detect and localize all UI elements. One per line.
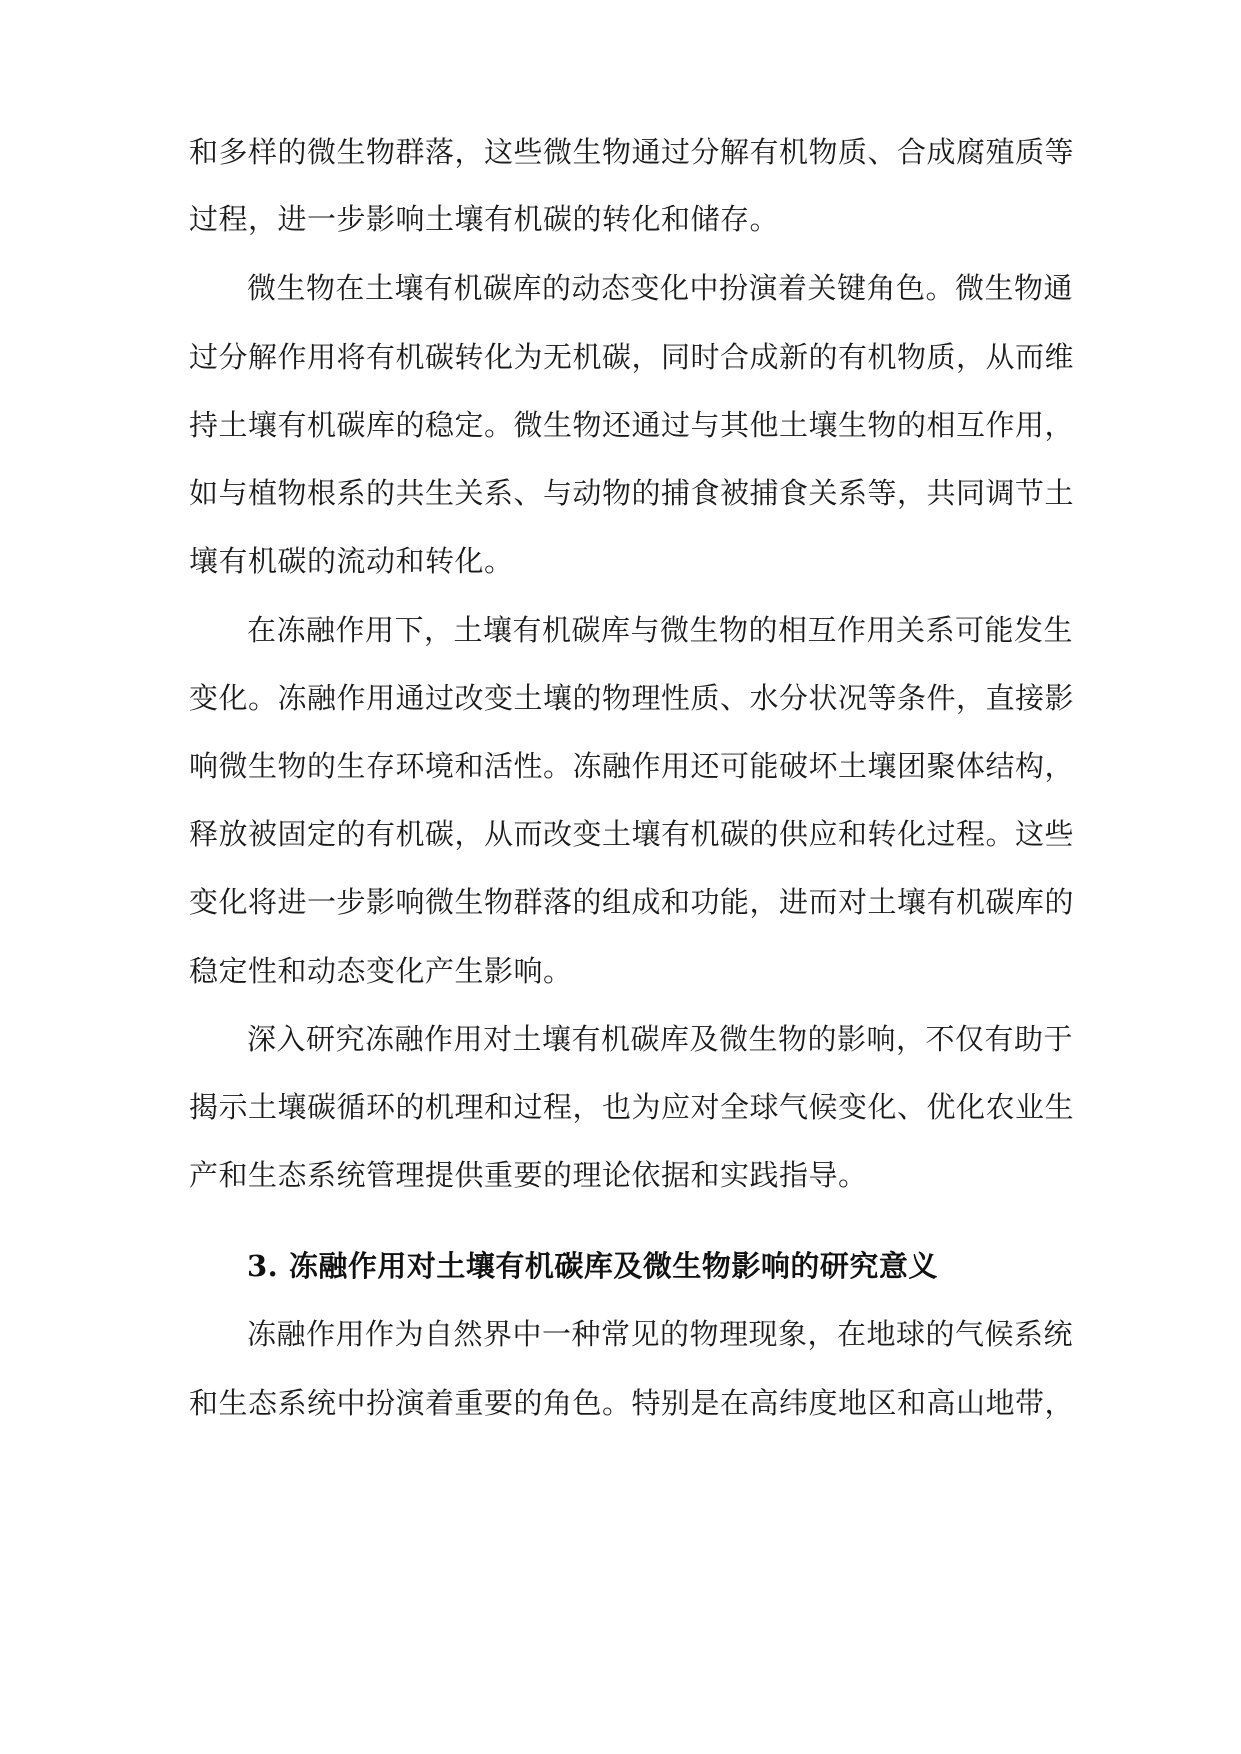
paragraph-line: 变化。冻融作用通过改变土壤的物理性质、水分状况等条件，直接影 xyxy=(189,681,1075,715)
paragraph-line: 如与植物根系的共生关系、与动物的捕食被捕食关系等，共同调节土 xyxy=(189,476,1075,510)
paragraph-line: 和生态系统中扮演着重要的角色。特别是在高纬度地区和高山地带， xyxy=(189,1386,1075,1420)
paragraph-line: 响微生物的生存环境和活性。冻融作用还可能破坏土壤团聚体结构， xyxy=(189,749,1075,783)
paragraph-line: 过程，进一步影响土壤有机碳的转化和储存。 xyxy=(189,202,780,236)
paragraph-line: 在冻融作用下，土壤有机碳库与微生物的相互作用关系可能发生 xyxy=(247,613,1074,647)
paragraph-line: 持土壤有机碳库的稳定。微生物还通过与其他土壤生物的相互作用， xyxy=(189,408,1075,442)
paragraph-line: 冻融作用作为自然界中一种常见的物理现象，在地球的气候系统 xyxy=(247,1317,1074,1351)
paragraph-line: 变化将进一步影响微生物群落的组成和功能，进而对土壤有机碳库的 xyxy=(189,885,1075,919)
paragraph-line: 微生物在土壤有机碳库的动态变化中扮演着关键角色。微生物通 xyxy=(247,271,1074,305)
paragraph-line: 深入研究冻融作用对土壤有机碳库及微生物的影响，不仅有助于 xyxy=(247,1022,1074,1056)
paragraph-line: 释放被固定的有机碳，从而改变土壤有机碳的供应和转化过程。这些 xyxy=(189,817,1075,851)
paragraph-line: 产和生态系统管理提供重要的理论依据和实践指导。 xyxy=(189,1158,868,1192)
paragraph-line: 揭示土壤碳循环的机理和过程，也为应对全球气候变化、优化农业生 xyxy=(189,1090,1075,1124)
paragraph-line: 和多样的微生物群落，这些微生物通过分解有机物质、合成腐殖质等 xyxy=(189,135,1075,169)
paragraph-line: 壤有机碳的流动和转化。 xyxy=(189,544,514,578)
paragraph-line: 稳定性和动态变化产生影响。 xyxy=(189,954,573,988)
section-heading: 3. 冻融作用对土壤有机碳库及微生物影响的研究意义 xyxy=(247,1249,938,1283)
paragraph-line: 过分解作用将有机碳转化为无机碳，同时合成新的有机物质，从而维 xyxy=(189,340,1075,374)
